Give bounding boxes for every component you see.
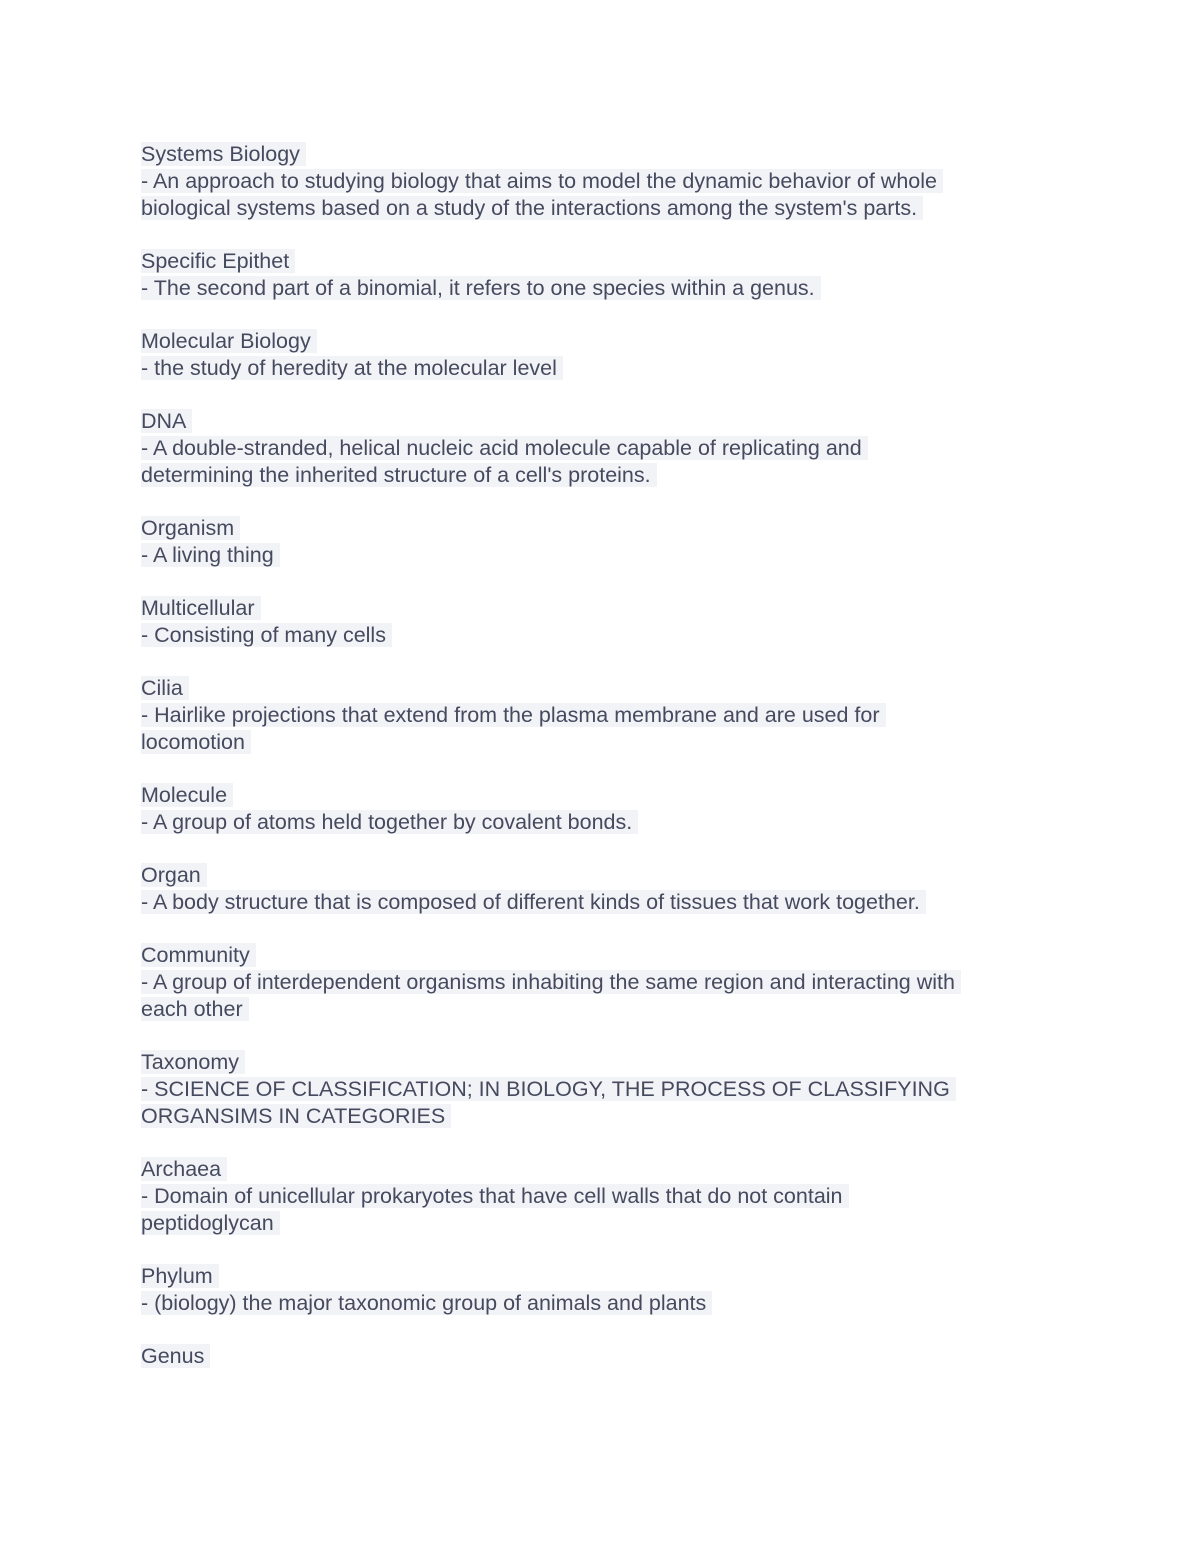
term-line	[141, 1343, 1061, 1370]
term-text: Genus	[141, 1344, 210, 1368]
definition-line	[141, 1290, 1061, 1317]
definition-text: peptidoglycan	[141, 1211, 280, 1235]
definition-line	[141, 1183, 1061, 1210]
definition-text: - A body structure that is composed of different kinds of tissues that work together.	[141, 890, 926, 914]
definition-line	[141, 889, 1061, 916]
term-text: Taxonomy	[141, 1050, 245, 1074]
definition-text: each other	[141, 997, 249, 1021]
term-line	[141, 515, 1061, 542]
definition-text: - (biology) the major taxonomic group of animals and plants	[141, 1291, 712, 1315]
definition-line	[141, 702, 1061, 729]
definition-line	[141, 462, 1061, 489]
definition-text: - A group of interdependent organisms inhabiting the same region and interacting with	[141, 970, 961, 994]
definition-line	[141, 996, 1061, 1023]
definition-line	[141, 1076, 1061, 1103]
definition-line	[141, 1103, 1061, 1130]
definition-line	[141, 195, 1061, 222]
definition-text: determining the inherited structure of a cell's proteins.	[141, 463, 657, 487]
definition-line	[141, 729, 1061, 756]
term-line	[141, 248, 1061, 275]
glossary-entry	[141, 675, 1061, 756]
definition-text: - the study of heredity at the molecular level	[141, 356, 563, 380]
definition-text: - Domain of unicellular prokaryotes that have cell walls that do not contain	[141, 1184, 849, 1208]
term-text: Specific Epithet	[141, 249, 295, 273]
term-line	[141, 782, 1061, 809]
definition-text: ORGANSIMS IN CATEGORIES	[141, 1104, 451, 1128]
term-text: Molecular Biology	[141, 329, 317, 353]
glossary-entry	[141, 515, 1061, 569]
definition-line	[141, 355, 1061, 382]
term-line	[141, 328, 1061, 355]
definition-text: - SCIENCE OF CLASSIFICATION; IN BIOLOGY, THE PROCESS OF CLASSIFYING	[141, 1077, 956, 1101]
term-text: Cilia	[141, 676, 189, 700]
definition-line	[141, 542, 1061, 569]
definition-text: - The second part of a binomial, it refers to one species within a genus.	[141, 276, 821, 300]
term-text: Phylum	[141, 1264, 219, 1288]
glossary-entry	[141, 141, 1061, 222]
document-page	[141, 141, 1061, 1396]
definition-text: locomotion	[141, 730, 251, 754]
term-line	[141, 1263, 1061, 1290]
glossary-entry	[141, 408, 1061, 489]
definition-line	[141, 435, 1061, 462]
definition-text: biological systems based on a study of the interactions among the system's parts.	[141, 196, 923, 220]
glossary-entry	[141, 1049, 1061, 1130]
glossary-entry	[141, 1263, 1061, 1317]
term-line	[141, 862, 1061, 889]
term-text: Community	[141, 943, 256, 967]
definition-text: - A living thing	[141, 543, 280, 567]
glossary-entry	[141, 248, 1061, 302]
term-line	[141, 1049, 1061, 1076]
definition-text: - A double-stranded, helical nucleic acid molecule capable of replicating and	[141, 436, 868, 460]
term-line	[141, 141, 1061, 168]
glossary-entry	[141, 782, 1061, 836]
term-text: Archaea	[141, 1157, 227, 1181]
term-text: Organism	[141, 516, 240, 540]
term-text: Organ	[141, 863, 207, 887]
definition-text: - Consisting of many cells	[141, 623, 392, 647]
definition-line	[141, 969, 1061, 996]
glossary-entry	[141, 862, 1061, 916]
term-text: DNA	[141, 409, 192, 433]
definition-line	[141, 1210, 1061, 1237]
definition-text: - An approach to studying biology that aims to model the dynamic behavior of whole	[141, 169, 943, 193]
definition-line	[141, 622, 1061, 649]
term-line	[141, 595, 1061, 622]
term-line	[141, 1156, 1061, 1183]
definition-line	[141, 809, 1061, 836]
term-text: Multicellular	[141, 596, 261, 620]
definition-line	[141, 275, 1061, 302]
glossary-entry	[141, 328, 1061, 382]
term-line	[141, 942, 1061, 969]
term-line	[141, 675, 1061, 702]
term-text: Molecule	[141, 783, 233, 807]
term-text: Systems Biology	[141, 142, 306, 166]
definition-line	[141, 168, 1061, 195]
glossary-entry	[141, 1156, 1061, 1237]
definition-text: - A group of atoms held together by covalent bonds.	[141, 810, 638, 834]
glossary-entry	[141, 942, 1061, 1023]
term-line	[141, 408, 1061, 435]
glossary-entry	[141, 1343, 1061, 1370]
glossary-entry	[141, 595, 1061, 649]
definition-text: - Hairlike projections that extend from the plasma membrane and are used for	[141, 703, 886, 727]
